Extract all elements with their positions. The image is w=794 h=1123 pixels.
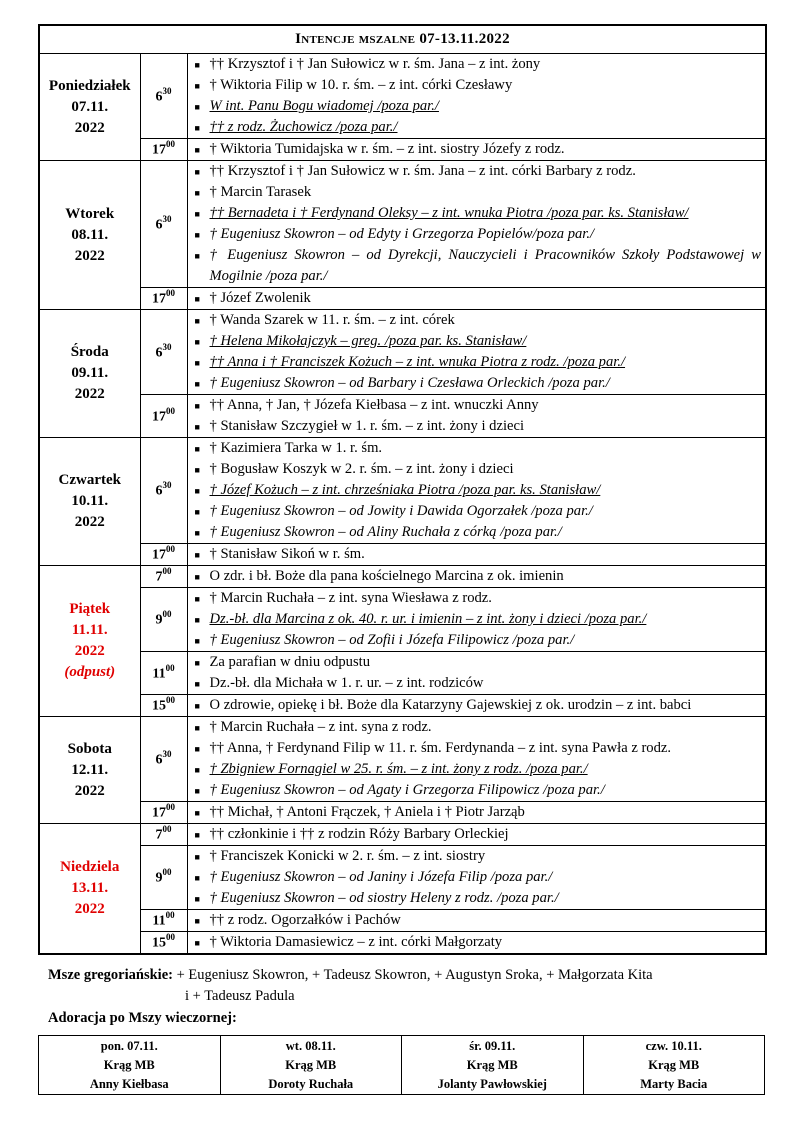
bullet-square-icon: ■ [194,145,200,155]
adoration-person: Anny Kiełbasa [89,1076,169,1091]
intention-item [188,96,762,117]
bullet-square-icon: ■ [194,723,200,733]
mass-row [39,802,766,824]
intention-item [188,416,762,437]
day-date: 07.11. [71,98,109,115]
mass-row [39,717,766,802]
mass-row [39,288,766,310]
intention-text: †† z rodz. Ogorzałków i Pachów [209,912,401,928]
intention-item [188,867,762,888]
bullet-square-icon: ■ [194,379,200,389]
intention-text: † Franciszek Konicki w 2. r. śm. – z int. siostry [209,848,486,864]
mass-minute: 00 [166,288,175,299]
intentions-list [187,652,766,695]
intentions-table [38,24,767,955]
mass-hour: 6 [155,89,163,105]
day-date: 12.11. [71,761,109,778]
mass-minute: 00 [166,405,175,416]
bullet-square-icon: ■ [194,830,200,840]
mass-minute: 00 [162,824,172,835]
mass-time [140,566,187,588]
adoration-cell [39,1036,221,1095]
adoration-cell [402,1036,584,1095]
mass-hour: 7 [155,827,163,843]
mass-time [140,695,187,717]
day-year: 2022 [74,247,105,264]
title-dates: 07-13.11.2022 [419,31,510,47]
intention-text: † Eugeniusz Skowron – od Zofii i Józefa Filipowicz /poza par./ [209,632,575,648]
intention-text: † Stanisław Sikoń w r. śm. [209,546,365,562]
intention-item [188,522,762,543]
bullet-square-icon: ■ [194,528,200,538]
intention-text: † Eugeniusz Skowron – od Janiny i Józefa Filip /poza par./ [209,869,553,885]
mass-time [140,139,187,161]
intentions-list [187,824,766,846]
intentions-list [187,139,766,161]
intentions-list [187,588,766,652]
bullet-square-icon: ■ [194,123,200,133]
intention-text: Za parafian w dniu odpustu [209,654,370,670]
page [38,24,765,1095]
day-name: Poniedziałek [48,77,131,94]
mass-row [39,910,766,932]
intention-text: †† Bernadeta i † Ferdynand Oleksy – z int. wnuka Piotra /poza par. ks. Stanisław/ [209,205,689,221]
intention-text: † Zbigniew Fornagiel w 25. r. śm. – z int. żony z rodz. /poza par./ [209,761,588,777]
bullet-square-icon: ■ [194,615,200,625]
day-label [39,824,140,955]
intention-text: † Eugeniusz Skowron – od Barbary i Czesława Orleckich /poza par./ [209,375,610,391]
intention-item [188,501,762,522]
adoration-group: Krąg MB [103,1057,155,1072]
mass-time [140,910,187,932]
intentions-list [187,717,766,802]
intention-item [188,566,762,587]
mass-minute: 30 [162,341,172,352]
adoration-group: Krąg MB [285,1057,337,1072]
adoration-day: czw. 10.11. [645,1038,702,1053]
intention-text: † Wanda Szarek w 11. r. śm. – z int. córek [209,312,455,328]
intention-item [188,75,762,96]
intention-item [188,609,762,630]
intention-item [188,738,762,759]
bullet-square-icon: ■ [194,572,200,582]
intentions-list [187,544,766,566]
intention-text: †† Anna i † Franciszek Kożuch – z int. wnuka Piotra z rodz. /poza par./ [209,354,626,370]
mass-minute: 00 [166,932,175,943]
intentions-list [187,695,766,717]
intention-item [188,759,762,780]
day-label [39,54,140,161]
mass-time [140,652,187,695]
mass-hour: 6 [155,483,163,499]
mass-time [140,395,187,438]
intention-text: Dz.-bł. dla Marcina z ok. 40. r. ur. i imienin – z int. żony i dzieci /poza par./ [209,611,647,627]
intention-text: † Wiktoria Tumidajska w r. śm. – z int. siostry Józefy z rodz. [209,141,565,157]
intention-item [188,544,762,565]
bullet-square-icon: ■ [194,808,200,818]
mass-time [140,544,187,566]
intention-item [188,54,762,75]
adoration-group: Krąg MB [466,1057,518,1072]
mass-hour: 17 [152,805,166,821]
day-date: 13.11. [71,880,109,896]
table-title [39,25,766,54]
intentions-list [187,395,766,438]
mass-row [39,824,766,846]
mass-time [140,288,187,310]
day-name: Środa [70,344,109,360]
intention-text: †† członkinie i †† z rodzin Róży Barbary Orleckiej [209,826,509,842]
intention-text: † Józef Kożuch – z int. chrześniaka Piotra /poza par. ks. Stanisław/ [209,482,601,498]
mass-minute: 00 [162,867,172,878]
day-label [39,438,140,566]
bullet-square-icon: ■ [194,938,200,948]
mass-time [140,846,187,910]
mass-hour: 17 [152,142,166,158]
bullet-square-icon: ■ [194,167,200,177]
intention-item [188,117,762,138]
intention-item [188,588,762,609]
day-date: 10.11. [71,493,109,509]
bullet-square-icon: ■ [194,894,200,904]
mass-row [39,139,766,161]
bullet-square-icon: ■ [194,81,200,91]
mass-minute: 00 [166,802,175,813]
mass-minute: 30 [162,480,172,491]
intention-text: O zdrowie, opiekę i bł. Boże dla Katarzyny Gajewskiej z ok. urodzin – z int. babci [209,697,692,713]
mass-minute: 00 [166,544,175,555]
bullet-square-icon: ■ [194,701,200,711]
intention-text: †† Anna, † Ferdynand Filip w 11. r. śm. Ferdynanda – z int. syna Pawła z rodz. [209,740,672,756]
intention-text: W int. Panu Bogu wiadomej /poza par./ [209,98,439,114]
intention-text: † Eugeniusz Skowron – od siostry Heleny z rodz. /poza par./ [209,890,559,906]
day-year: 2022 [74,901,105,917]
intentions-list [187,802,766,824]
day-date: 11.11. [71,622,108,638]
intention-item [188,630,762,651]
intention-text: O zdr. i bł. Boże dla pana kościelnego Marcina z ok. imienin [209,568,564,584]
bullet-square-icon: ■ [194,230,200,240]
day-label [39,717,140,824]
mass-time [140,932,187,955]
intention-item [188,910,762,931]
adoration-day: pon. 07.11. [100,1038,158,1053]
intention-item [188,395,762,416]
bullet-square-icon: ■ [194,744,200,754]
intention-item [188,373,762,394]
intention-item [188,352,762,373]
adoration-person: Marty Bacia [640,1076,708,1091]
intention-text: † Eugeniusz Skowron – od Agaty i Grzegorza Filipowicz /poza par./ [209,782,605,798]
mass-row [39,932,766,955]
adoration-group: Krąg MB [648,1057,700,1072]
mass-time [140,161,187,288]
mass-time [140,824,187,846]
adoration-day: śr. 09.11. [469,1038,516,1053]
mass-minute: 30 [162,85,172,96]
mass-row [39,161,766,288]
mass-row [39,310,766,395]
bullet-square-icon: ■ [194,358,200,368]
intentions-list [187,288,766,310]
mass-hour: 7 [155,569,163,585]
mass-hour: 15 [152,698,166,714]
mass-time [140,310,187,395]
mass-row [39,695,766,717]
mass-row [39,54,766,139]
day-label [39,566,140,717]
mass-hour: 9 [155,612,163,628]
bullet-square-icon: ■ [194,786,200,796]
intention-item [188,846,762,867]
bullet-square-icon: ■ [194,251,200,261]
mass-minute: 30 [162,213,172,224]
bullet-square-icon: ■ [194,916,200,926]
intention-text: † Eugeniusz Skowron – od Edyty i Grzegorza Popielów/poza par./ [209,226,595,242]
gregorian-label: Msze gregoriańskie: [48,967,173,983]
bullet-square-icon: ■ [194,188,200,198]
mass-hour: 17 [152,291,166,307]
mass-minute: 00 [166,695,175,706]
day-label [39,161,140,310]
intention-item [188,888,762,909]
title-prefix: Intencje mszalne [295,31,416,47]
adoration-day: wt. 08.11. [285,1038,336,1053]
intention-text: †† Krzysztof i † Jan Sułowicz w r. śm. Jana – z int. córki Barbary z rodz. [209,163,636,179]
day-date: 08.11. [71,226,109,243]
gregorian-line-1: + Eugeniusz Skowron, + Tadeusz Skowron, + Augustyn Sroka, + Małgorzata Kita [176,967,653,983]
day-year: 2022 [74,782,105,799]
intention-text: † Marcin Tarasek [209,184,312,200]
intention-text: †† z rodz. Żuchowicz /poza par./ [209,119,398,135]
mass-row [39,652,766,695]
bullet-square-icon: ■ [194,316,200,326]
intention-item [188,438,762,459]
intentions-list [187,161,766,288]
intention-item [188,182,762,203]
day-name: Piątek [69,601,111,617]
bullet-square-icon: ■ [194,444,200,454]
mass-hour: 9 [155,870,163,886]
bullet-square-icon: ■ [194,594,200,604]
bullet-square-icon: ■ [194,852,200,862]
day-label [39,310,140,438]
mass-minute: 00 [165,910,175,921]
intention-item [188,673,762,694]
day-name: Sobota [67,740,112,757]
intention-text: † Eugeniusz Skowron – od Aliny Ruchała z córką /poza par./ [209,524,562,540]
mass-hour: 15 [152,935,166,951]
gregorian-line-2: i + Tadeusz Padula [185,988,295,1004]
intention-text: †† Michał, † Antoni Frączek, † Aniela i † Piotr Jarząb [209,804,525,820]
bullet-square-icon: ■ [194,679,200,689]
bullet-square-icon: ■ [194,401,200,411]
intention-item [188,331,762,352]
day-year: 2022 [74,386,105,402]
mass-minute: 00 [166,139,175,150]
intention-text: † Marcin Ruchała – z int. syna z rodz. [209,719,432,735]
intention-text: †† Anna, † Jan, † Józefa Kiełbasa – z int. wnuczki Anny [209,397,539,413]
intention-text: † Helena Mikołajczyk – greg. /poza par. ks. Stanisław/ [209,333,527,349]
intention-item [188,780,762,801]
mass-row [39,438,766,544]
intention-text: † Eugeniusz Skowron – od Jowity i Dawida Ogorzałek /poza par./ [209,503,593,519]
mass-time [140,802,187,824]
day-year: 2022 [74,119,105,136]
intention-item [188,480,762,501]
day-year: 2022 [74,514,105,530]
mass-hour: 6 [155,217,163,233]
mass-hour: 17 [152,409,166,425]
intention-item [188,824,762,845]
mass-minute: 30 [162,748,172,759]
intention-item [188,652,762,673]
intention-text: † Eugeniusz Skowron – od Dyrekcji, Nauczycieli i Pracowników Szkoły Podstawowej w Mogilnie /poza par./ [209,247,762,284]
intention-text: Dz.-bł. dla Michała w 1. r. ur. – z int. rodziców [209,675,484,691]
bullet-square-icon: ■ [194,337,200,347]
day-year: 2022 [74,643,105,659]
bullet-square-icon: ■ [194,507,200,517]
mass-row [39,566,766,588]
intention-item [188,459,762,480]
intention-item [188,224,762,245]
adoration-cell [220,1036,402,1095]
intention-item [188,802,762,823]
day-feast: (odpust) [64,664,116,680]
intentions-list [187,566,766,588]
bullet-square-icon: ■ [194,422,200,432]
mass-row [39,588,766,652]
bullet-square-icon: ■ [194,550,200,560]
intentions-list [187,438,766,544]
mass-minute: 00 [165,662,175,673]
mass-hour: 6 [155,345,163,361]
gregorian-masses [38,965,765,1007]
intention-item [188,139,762,160]
mass-row [39,544,766,566]
mass-time [140,438,187,544]
mass-time [140,588,187,652]
intention-text: † Wiktoria Damasiewicz – z int. córki Małgorzaty [209,934,503,950]
bullet-square-icon: ■ [194,765,200,775]
day-name: Wtorek [65,205,115,222]
bullet-square-icon: ■ [194,60,200,70]
intention-text: † Marcin Ruchała – z int. syna Wiesława z rodz. [209,590,492,606]
adoration-label: Adoracja po Mszy wieczornej: [48,1010,237,1026]
day-date: 09.11. [71,365,109,381]
bullet-square-icon: ■ [194,636,200,646]
mass-row [39,395,766,438]
mass-hour: 17 [152,547,166,563]
mass-time [140,717,187,802]
mass-hour: 11 [152,666,166,682]
mass-hour: 11 [152,913,166,929]
intention-text: † Józef Zwolenik [209,290,311,306]
mass-row [39,846,766,910]
intention-text: † Stanisław Szczygieł w 1. r. śm. – z int. żony i dzieci [209,418,525,434]
mass-hour: 6 [155,752,163,768]
intention-item [188,717,762,738]
bullet-square-icon: ■ [194,873,200,883]
intentions-list [187,910,766,932]
bullet-square-icon: ■ [194,486,200,496]
intentions-list [187,54,766,139]
mass-time [140,54,187,139]
adoration-person: Doroty Ruchała [268,1076,354,1091]
intention-item [188,161,762,182]
adoration-person: Jolanty Pawłowskiej [437,1076,547,1091]
adoration-table [38,1035,765,1095]
intention-text: †† Krzysztof i † Jan Sułowicz w r. śm. Jana – z int. żony [209,56,541,72]
intention-text: † Wiktoria Filip w 10. r. śm. – z int. córki Czesławy [209,77,513,93]
bullet-square-icon: ■ [194,294,200,304]
mass-minute: 00 [162,609,172,620]
day-name: Czwartek [58,472,121,488]
adoration-cell [583,1036,765,1095]
intention-item [188,203,762,224]
bullet-square-icon: ■ [194,658,200,668]
intention-item [188,288,762,309]
bullet-square-icon: ■ [194,209,200,219]
intentions-list [187,310,766,395]
day-name: Niedziela [60,859,120,875]
intention-item [188,310,762,331]
mass-minute: 00 [162,566,172,577]
intentions-list [187,846,766,910]
intention-text: † Bogusław Koszyk w 2. r. śm. – z int. żony i dzieci [209,461,514,477]
bullet-square-icon: ■ [194,102,200,112]
intention-item [188,695,762,716]
intention-item [188,245,762,287]
intention-text: † Kazimiera Tarka w 1. r. śm. [209,440,383,456]
intention-item [188,932,762,953]
bullet-square-icon: ■ [194,465,200,475]
intentions-list [187,932,766,955]
